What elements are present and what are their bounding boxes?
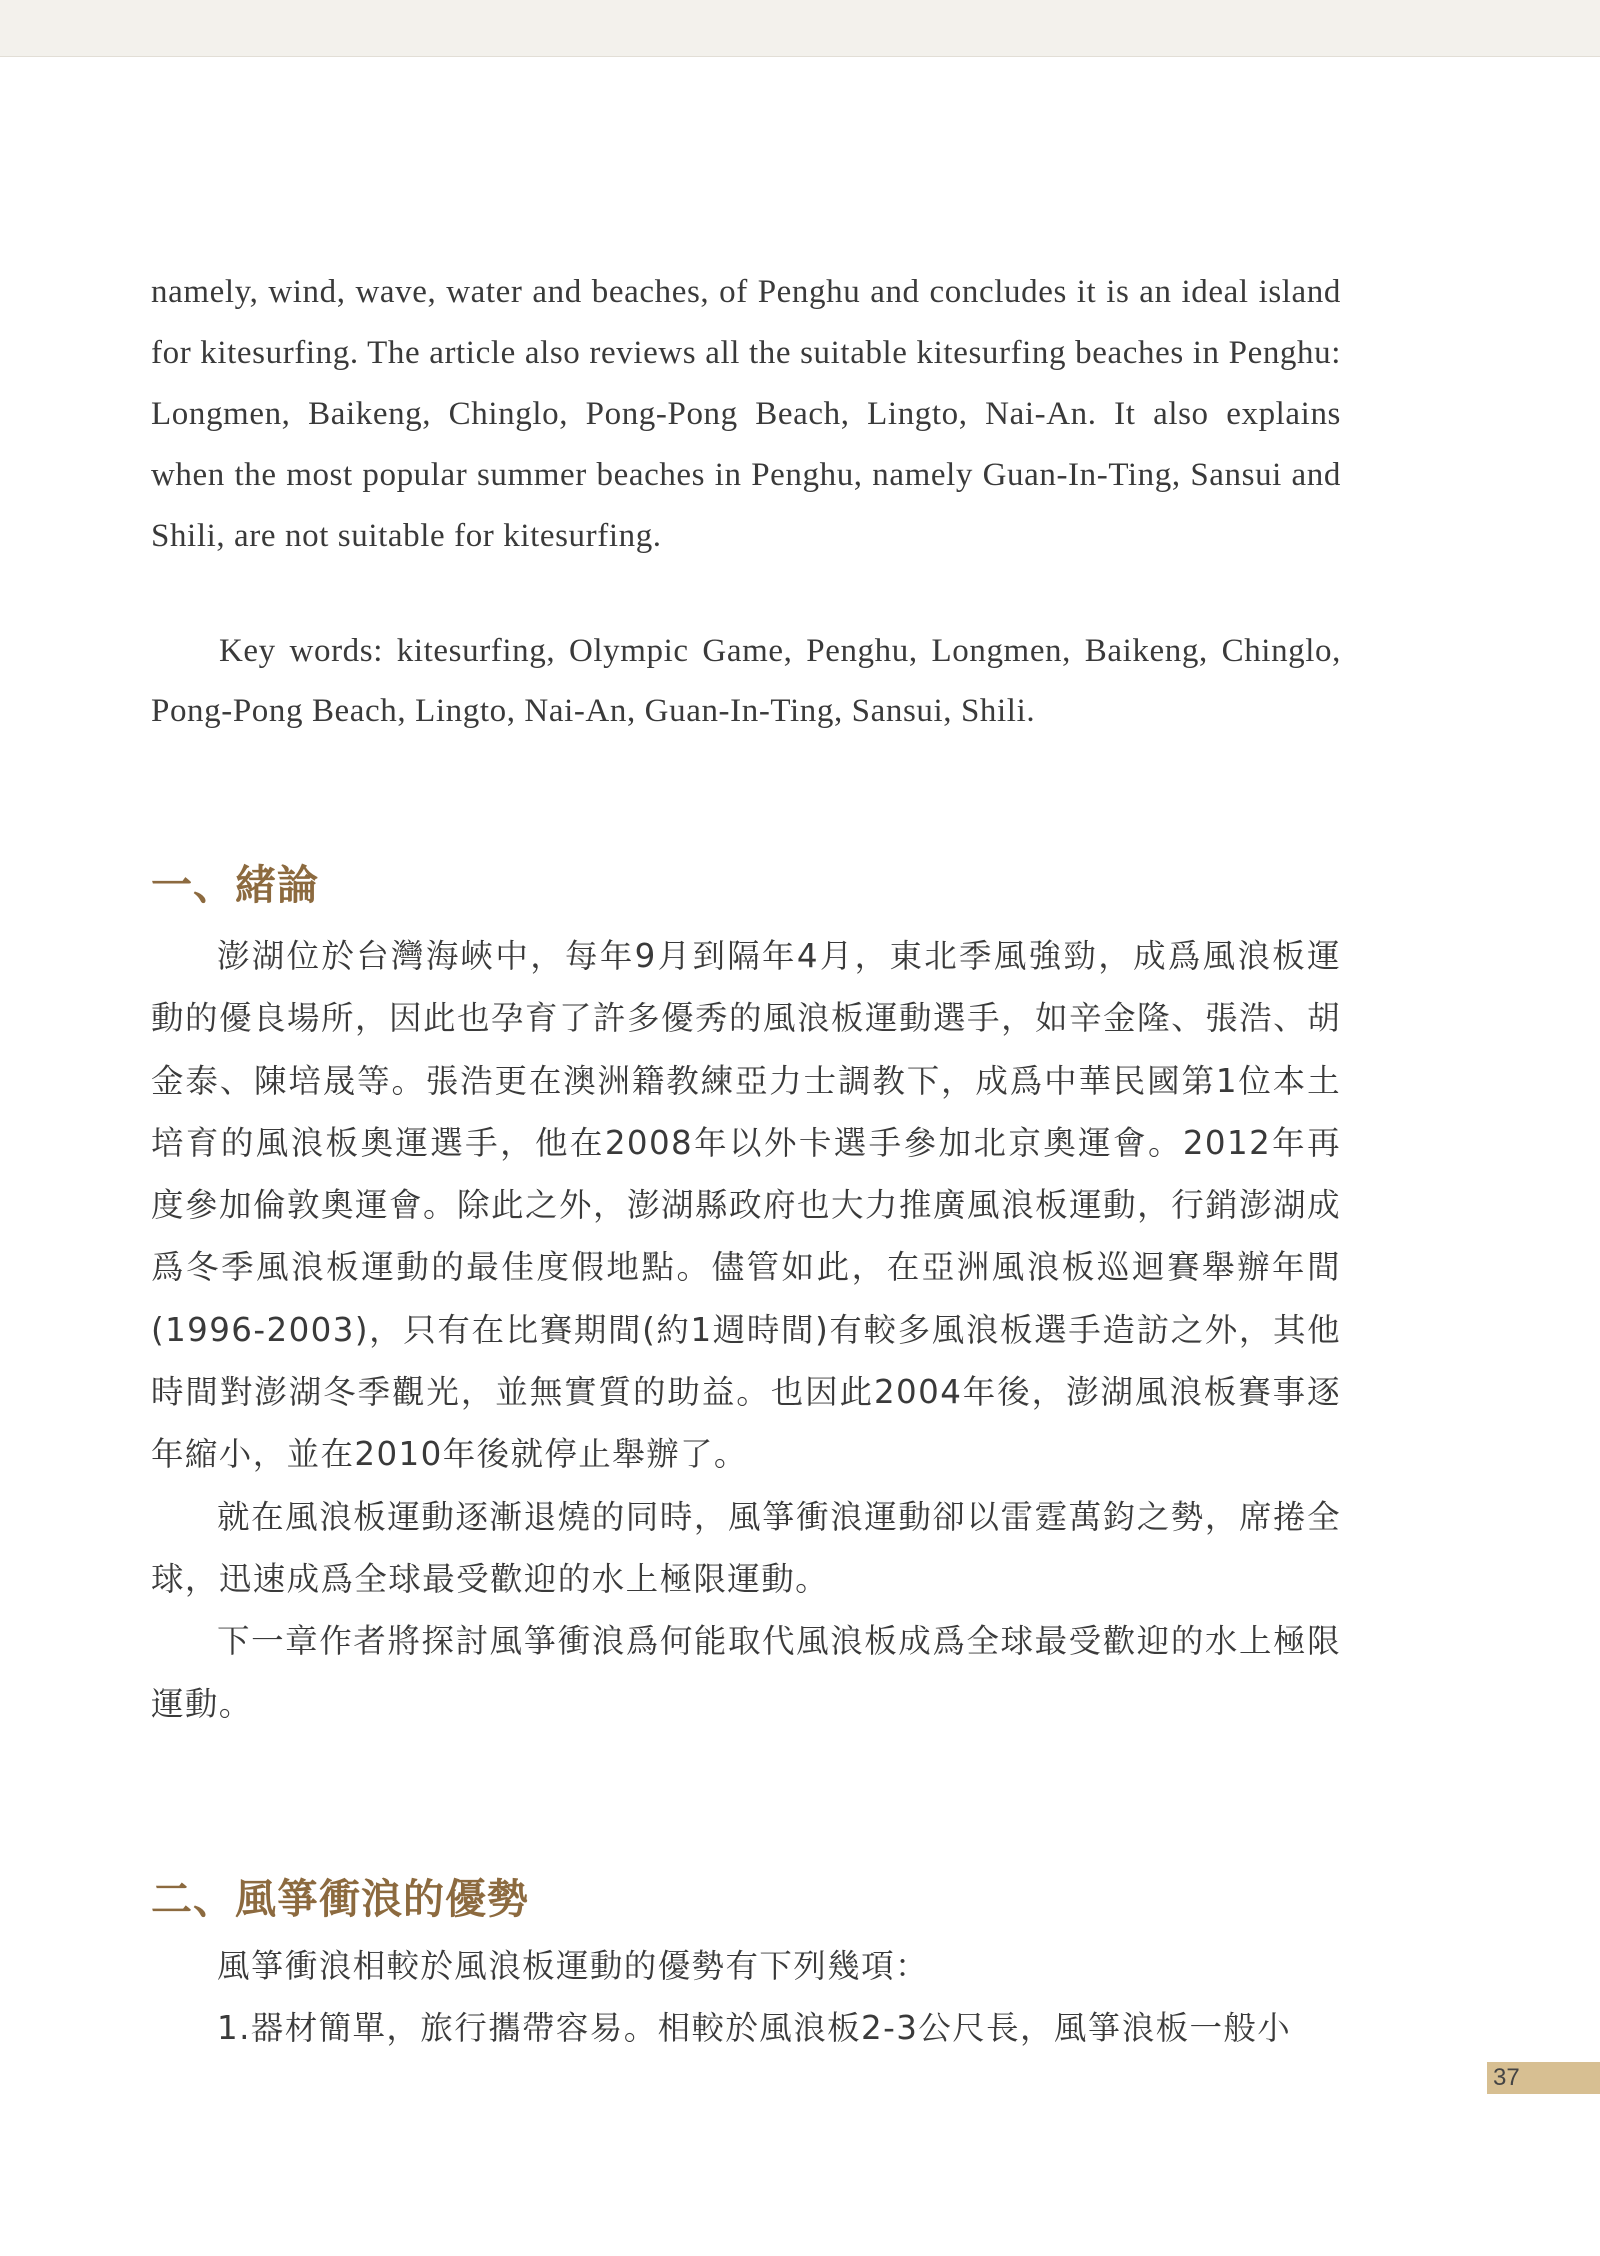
section-heading-advantages: 二、風箏衝浪的優勢 <box>151 1874 529 1923</box>
abstract-paragraph: namely, wind, wave, water and beaches, of Penghu and concludes it is an ideal island for kitesurfing. The article also reviews all the suitable kitesurfing beaches in Penghu: Longmen, Baikeng, Chinglo, Pong-Pong Beach, Lingto, Nai-An. It also explains when the most popular summer beaches in Penghu, namely Guan-In-Ting, Sansui and Shili, are not suitable for kitesurfing. <box>151 274 1341 554</box>
section-heading-introduction: 一、緒論 <box>151 861 319 909</box>
intro-paragraph-1: 澎湖位於台灣海峽中，每年9月到隔年4月，東北季風強勁，成爲風浪板運動的優良場所，因此也孕育了許多優秀的風浪板運動選手，如辛金隆、張浩、胡金泰、陳培晟等。張浩更在澳洲籍教練亞力士調教下，成爲中華民國第1位本土培育的風浪板奧運選手，他在2008年以外卡選手參加北京奧運會。2012年再度參加倫敦奧運會。除此之外，澎湖縣政府也大力推廣風浪板運動，行銷澎湖成爲冬季風浪板運動的最佳度假地點。儘管如此，在亞洲風浪板巡迴賽舉辦年間(1996-2003)，只有在比賽期間(約1週時間)有較多風浪板選手造訪之外，其他時間對澎湖冬季觀光，並無實質的助益。也因此2004年後，澎湖風浪板賽事逐年縮小，並在2010年後就停止舉辦了。 <box>151 937 1341 1474</box>
page-number-tab: 37 <box>1487 2062 1600 2094</box>
advantages-intro: 風箏衝浪相較於風浪板運動的優勢有下列幾項： <box>217 1946 929 1985</box>
advantages-item-1: 1.器材簡單，旅行攜帶容易。相較於風浪板2-3公尺長，風箏浪板一般小 <box>217 2009 1292 2048</box>
abstract-keywords: Key words: kitesurfing, Olympic Game, Penghu, Longmen, Baikeng, Chinglo, Pong-Pong Beach, Lingto, Nai-An, Guan-In-Ting, Sansui, Shili. <box>151 633 1341 729</box>
intro-paragraph-3: 下一章作者將探討風箏衝浪爲何能取代風浪板成爲全球最受歡迎的水上極限運動。 <box>151 1622 1341 1723</box>
page-top-band <box>0 0 1600 57</box>
intro-paragraph-2: 就在風浪板運動逐漸退燒的同時，風箏衝浪運動卻以雷霆萬鈞之勢，席捲全球，迅速成爲全球最受歡迎的水上極限運動。 <box>151 1497 1341 1598</box>
page-content <box>151 262 1341 2059</box>
